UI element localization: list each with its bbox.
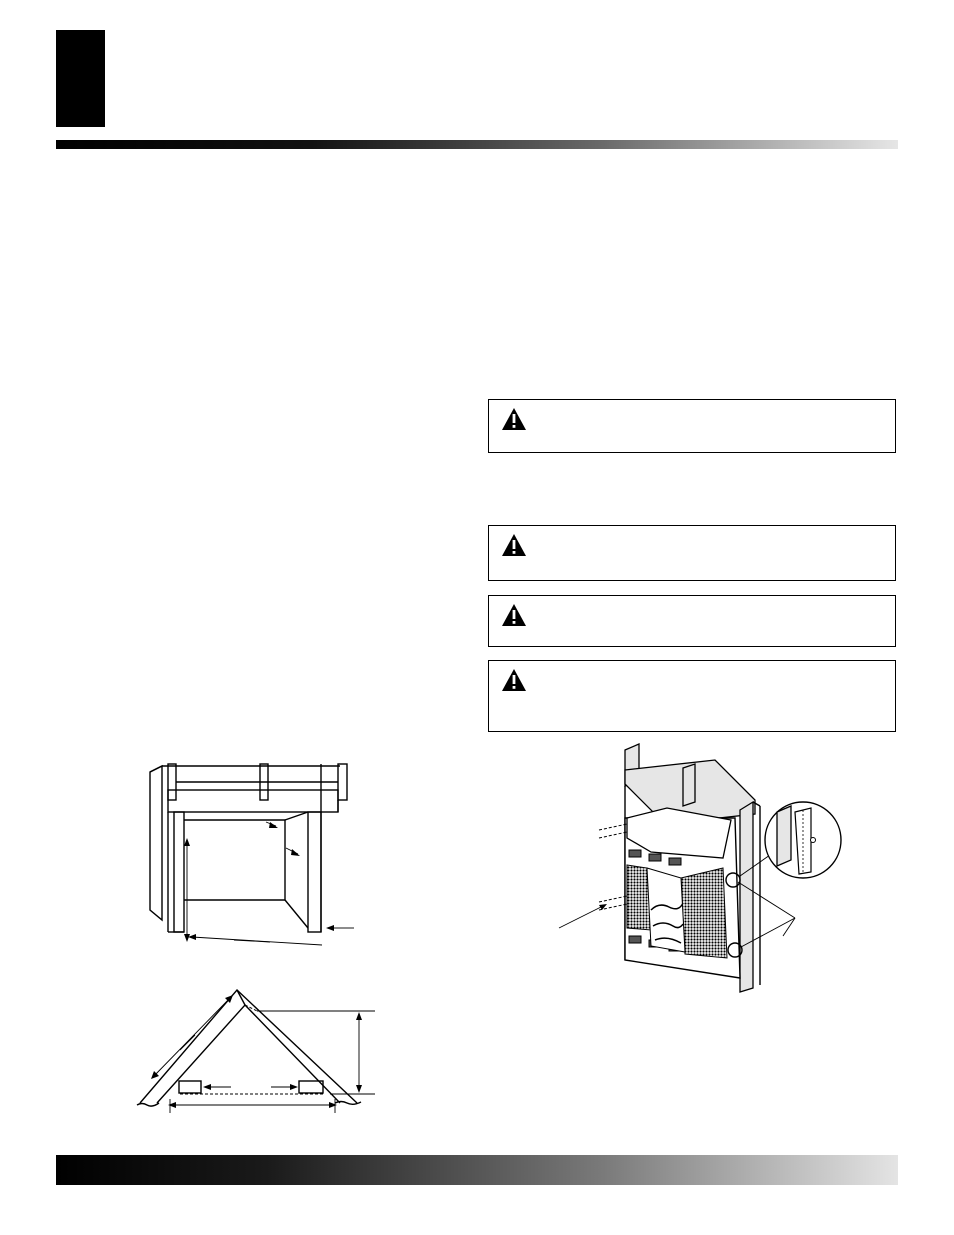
warning-box <box>488 595 896 647</box>
warning-box <box>488 525 896 581</box>
warning-triangle-icon <box>501 668 527 692</box>
warning-box <box>488 660 896 732</box>
section-tab-marker <box>56 30 105 127</box>
footer-bar <box>56 1155 898 1185</box>
heater-mounting-illustration <box>555 740 850 995</box>
warning-triangle-icon <box>501 407 527 431</box>
wall-framing-diagram <box>140 760 365 952</box>
warning-triangle-icon <box>501 533 527 557</box>
warning-box <box>488 399 896 453</box>
corner-installation-diagram <box>135 985 375 1115</box>
header-rule <box>56 140 898 149</box>
warning-triangle-icon <box>501 603 527 627</box>
